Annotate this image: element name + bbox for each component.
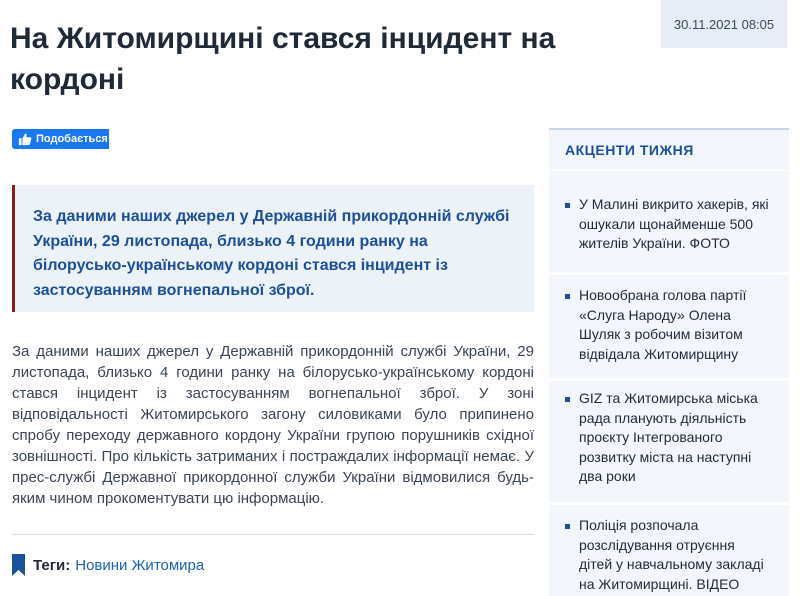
- article-body: За даними наших джерел у Державній прикордонній службі України, 29 листопада, близько 4 години ранку на білорусько-українському кордоні стався інцидент із застосуванням вогнепальної зброї. У зоні відповідальності Житомирського загону силовиками було припинено спробу переходу державного кордону України групою порушників східної зовнішності. Про кількість затриманих і постраждалих інформації немає. У прес-службі Державної прикордонної служби України відмовилися будь-яким чином прокоментувати цю інформацію.: [12, 343, 534, 507]
- sidebar-title: АКЦЕНТИ ТИЖНЯ: [549, 130, 789, 171]
- news-item-text: Поліція розпочала розслідування отруєння дітей у навчальному закладі на Житомирщині. ВІДЕО: [579, 517, 764, 592]
- bookmark-icon: [12, 554, 25, 576]
- divider: [12, 534, 534, 535]
- sidebar-news-item[interactable]: [565, 286, 771, 364]
- bullet-icon: [565, 294, 570, 299]
- sidebar-highlights: [549, 128, 789, 596]
- bullet-icon: [565, 524, 570, 529]
- bullet-icon: [565, 397, 570, 402]
- page-title: На Житомирщині стався інцидент на кордоні: [10, 22, 556, 96]
- bullet-icon: [565, 203, 570, 208]
- sidebar-news-item[interactable]: [565, 195, 771, 254]
- divider: [549, 272, 789, 275]
- divider: [549, 378, 789, 381]
- news-item-text: Новообрана голова партії «Слуга Народу» Олена Шуляк з робочим візитом відвідала Житомирщину: [579, 287, 747, 362]
- thumbs-up-icon: [18, 132, 32, 146]
- article-lead: За даними наших джерел у Державній прикордонній службі України, 29 листопада, близько 4 години ранку на білорусько-українському кордоні стався інцидент із застосуванням вогнепальної зброї.: [12, 185, 534, 312]
- sidebar-news-item[interactable]: [565, 389, 771, 487]
- news-item-text: GIZ та Житомирська міська рада планують діяльність проєкту Інтегрованого розвитку міста на наступні два роки: [579, 390, 758, 484]
- sidebar-news-item[interactable]: [565, 516, 771, 594]
- tags-label: Теги:: [33, 556, 71, 574]
- divider: [549, 502, 789, 505]
- tag-link[interactable]: Новини Житомира: [75, 556, 205, 574]
- tags-row: [12, 552, 204, 578]
- like-button-label: Подобається: [36, 133, 108, 145]
- facebook-like-button[interactable]: [12, 129, 109, 149]
- news-item-text: У Малині викрито хакерів, які ошукали щонайменше 500 жителів України. ФОТО: [579, 196, 769, 251]
- publish-date: 30.11.2021 08:05: [661, 0, 787, 48]
